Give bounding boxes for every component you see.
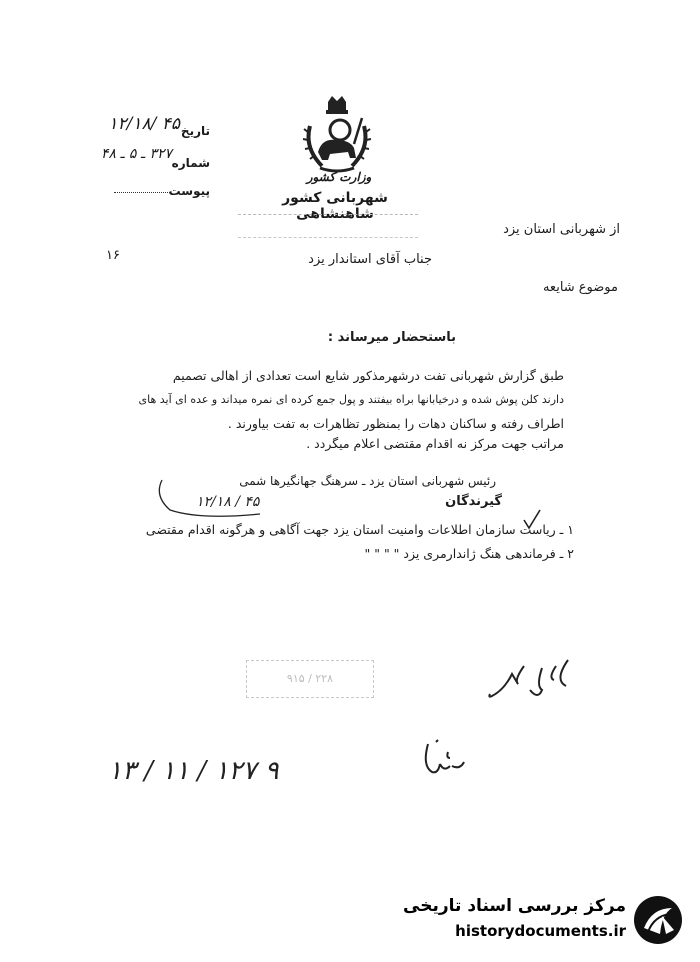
history-documents-logo-icon (632, 894, 684, 946)
faint-stamp-top (238, 214, 418, 238)
body-line-4: مراتب جهت مرکز نه اقدام مقتضی اعلام میگردد . (306, 436, 564, 451)
date-label: تاریخ (180, 124, 210, 138)
ministry-label: وزارت کشور (306, 170, 372, 184)
header-block (80, 112, 210, 202)
from-line: از شهربانی استان یزد (503, 222, 620, 237)
checkmark-icon (522, 508, 542, 530)
cc-title: گیرندگان (445, 494, 502, 509)
body-line-1: طبق گزارش شهربانی تفت درشهرمذکور شایع است تعدادی از اهالی تصمیم (172, 368, 564, 383)
cc-line-2: ۲ ـ فرماندهی هنگ ژاندارمری یزد " " " " (364, 546, 574, 561)
number-value: ۳۲۷ ـ ۵ ـ ۴۸ (100, 146, 172, 162)
bottom-handwritten-number: ۱۳ / ۱۱ / ۱۲۷ ۹ (108, 756, 279, 786)
number-label: شماره (171, 156, 210, 170)
date-value: ۱۲/۱۸/ ۴۵ (108, 114, 180, 134)
handwritten-bracket-icon (150, 476, 270, 526)
registration-stamp-text: ۹۱۵ / ۲۲۸ (286, 672, 334, 685)
salutation: باستحضار میرساند : (327, 330, 456, 345)
attachment-row (169, 180, 210, 199)
lion-and-sun-emblem-icon (300, 96, 374, 174)
watermark-title: مرکز بررسی اسناد تاریخی (403, 896, 626, 916)
watermark (396, 892, 686, 948)
chief-signature-line: رئیس شهربانی استان یزد ـ سرهنگ جهانگیرها شمی (239, 474, 496, 488)
handwritten-signature-2-icon (418, 736, 468, 782)
attachment-line (114, 192, 170, 193)
handwritten-margin-note: ۱۲/۱۸ / ۴۵ (196, 494, 260, 510)
body-line-3: اطراف رفته و ساکنان دهات را بمنظور تظاهرات به تفت بیاورند . (227, 416, 564, 431)
to-number: ۱۶ (106, 248, 120, 263)
attachment-label: پیوست (168, 184, 210, 198)
body-line-2: دارند کلن پوش شده و درخیابانها براه بیفتند و پول جمع کرده ای نمره میداند و عده ای آید های (138, 393, 564, 406)
cc-line-1: ۱ ـ ریاست سازمان اطلاعات وامنیت استان یزد جهت آگاهی و هرگونه اقدام مقتضی (145, 522, 574, 537)
date-row (181, 120, 210, 139)
organization-label: شهربانی کشور شاهنشاهی (282, 190, 388, 222)
registration-stamp (246, 660, 374, 698)
subject-line: موضوع شایعه (542, 280, 618, 295)
handwritten-signature-1-icon (484, 650, 574, 710)
to-line: جناب آقای استاندار یزد (308, 252, 432, 267)
number-row (172, 152, 210, 171)
watermark-url: historydocuments.ir (455, 922, 626, 940)
